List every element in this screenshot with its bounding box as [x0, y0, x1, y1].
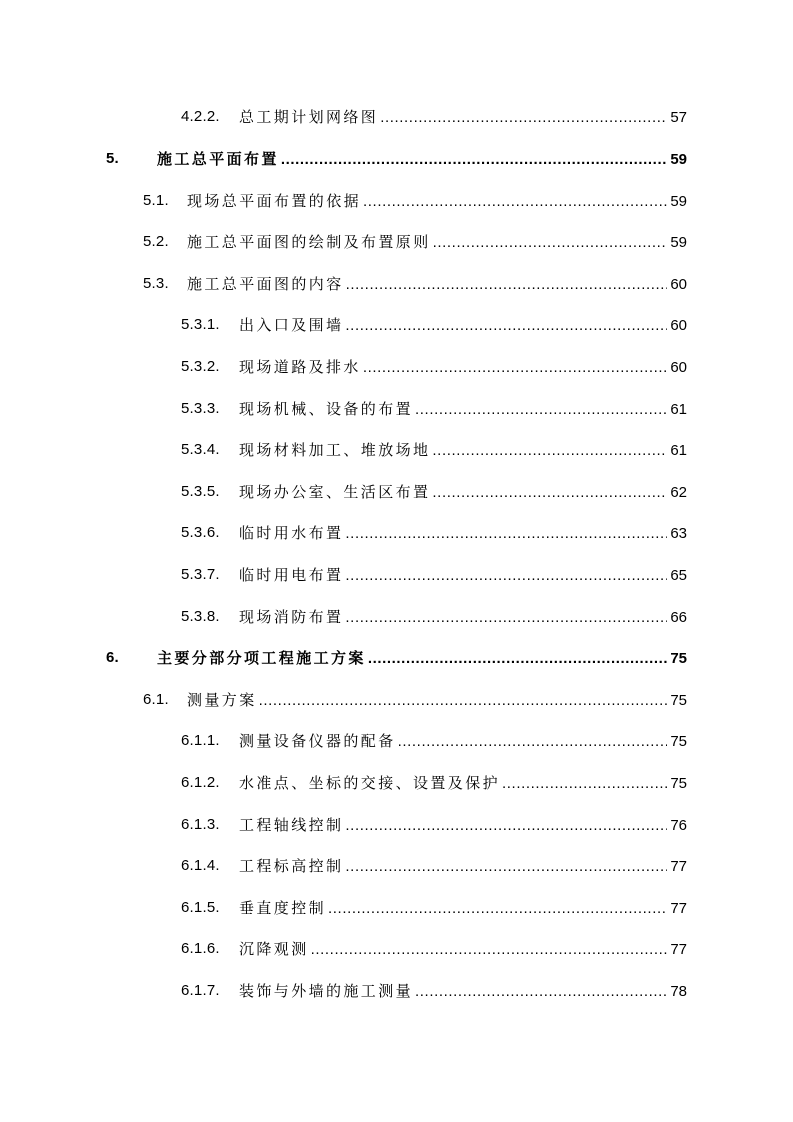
toc-page-number: 59 — [670, 151, 687, 168]
toc-number: 5.3.5. — [181, 483, 220, 500]
toc-number: 6.1.7. — [181, 982, 220, 999]
toc-title: 主要分部分项工程施工方案 — [157, 649, 366, 667]
dot-leader — [415, 980, 667, 1004]
toc-title: 现场总平面布置的依据 — [187, 192, 362, 210]
toc-page-number: 63 — [670, 525, 687, 542]
toc-entry[interactable] — [0, 189, 687, 213]
toc-page-number: 61 — [670, 401, 687, 418]
toc-title: 出入口及围墙 — [239, 316, 344, 334]
toc-entry[interactable] — [0, 272, 687, 296]
toc-title: 现场办公室、生活区布置 — [239, 483, 431, 501]
toc-title: 临时用水布置 — [239, 524, 344, 542]
toc-page-number: 75 — [670, 692, 687, 709]
toc-entry[interactable] — [0, 355, 687, 379]
toc-entry[interactable] — [0, 937, 687, 961]
toc-entry[interactable] — [0, 313, 687, 337]
toc-entry[interactable] — [0, 729, 687, 753]
toc-title: 垂直度控制 — [239, 899, 327, 917]
toc-number: 5.3.8. — [181, 608, 220, 625]
toc-number: 6.1.2. — [181, 774, 220, 791]
dot-leader — [345, 606, 667, 630]
dot-leader — [432, 481, 667, 505]
toc-page-number: 57 — [670, 109, 687, 126]
toc-page-number: 60 — [670, 276, 687, 293]
toc-entry[interactable] — [0, 813, 687, 837]
toc-number: 5.1. — [143, 192, 169, 209]
toc-page-number: 65 — [670, 567, 687, 584]
toc-entry[interactable] — [0, 480, 687, 504]
toc-entry[interactable] — [0, 105, 687, 129]
toc-number: 6.1.1. — [181, 732, 220, 749]
toc-entry[interactable] — [0, 771, 687, 795]
dot-leader — [415, 398, 667, 422]
toc-title: 工程轴线控制 — [239, 816, 344, 834]
toc-title: 测量方案 — [187, 691, 257, 709]
toc-number: 6. — [106, 649, 119, 666]
dot-leader — [502, 772, 667, 796]
toc-title: 施工总平面布置 — [157, 150, 279, 168]
dot-leader — [328, 897, 667, 921]
dot-leader — [345, 564, 667, 588]
toc-title: 总工期计划网络图 — [239, 108, 379, 126]
toc-title: 施工总平面图的绘制及布置原则 — [187, 233, 431, 251]
toc-number: 6.1.4. — [181, 857, 220, 874]
toc-number: 5.3.1. — [181, 316, 220, 333]
toc-number: 5.3.6. — [181, 524, 220, 541]
toc-page-number: 75 — [670, 733, 687, 750]
dot-leader — [281, 148, 668, 172]
toc-entry[interactable] — [0, 438, 687, 462]
toc-number: 6.1.3. — [181, 816, 220, 833]
toc-page-number: 77 — [670, 941, 687, 958]
toc-page-number: 77 — [670, 858, 687, 875]
toc-number: 5. — [106, 150, 119, 167]
toc-page-number: 60 — [670, 317, 687, 334]
dot-leader — [345, 814, 667, 838]
toc-title: 水准点、坐标的交接、设置及保护 — [239, 774, 501, 792]
toc-page-number: 59 — [670, 193, 687, 210]
toc-entry[interactable] — [0, 646, 687, 670]
toc-title: 沉降观测 — [239, 940, 309, 958]
toc-title: 现场机械、设备的布置 — [239, 400, 414, 418]
toc-entry[interactable] — [0, 979, 687, 1003]
toc-title: 临时用电布置 — [239, 566, 344, 584]
dot-leader — [345, 522, 667, 546]
toc-title: 现场消防布置 — [239, 608, 344, 626]
toc-entry[interactable] — [0, 230, 687, 254]
toc-title: 装饰与外墙的施工测量 — [239, 982, 414, 1000]
dot-leader — [398, 730, 668, 754]
toc-entry[interactable] — [0, 521, 687, 545]
toc-page-number: 59 — [670, 234, 687, 251]
toc-page-number: 75 — [670, 775, 687, 792]
dot-leader — [346, 273, 668, 297]
toc-entry[interactable] — [0, 147, 687, 171]
toc-entry[interactable] — [0, 896, 687, 920]
toc-title: 工程标高控制 — [239, 857, 344, 875]
dot-leader — [432, 439, 667, 463]
toc-title: 现场道路及排水 — [239, 358, 361, 376]
toc-number: 5.3.4. — [181, 441, 220, 458]
toc-number: 5.3.3. — [181, 400, 220, 417]
toc-number: 6.1.5. — [181, 899, 220, 916]
toc-number: 6.1. — [143, 691, 169, 708]
dot-leader — [363, 190, 667, 214]
toc-title: 施工总平面图的内容 — [187, 275, 344, 293]
toc-page-number: 61 — [670, 442, 687, 459]
toc-number: 5.3.7. — [181, 566, 220, 583]
toc-number: 6.1.6. — [181, 940, 220, 957]
toc-number: 4.2.2. — [181, 108, 220, 125]
toc-entry[interactable] — [0, 563, 687, 587]
toc-page-number: 77 — [670, 900, 687, 917]
toc-page-number: 66 — [670, 609, 687, 626]
toc-page-number: 60 — [670, 359, 687, 376]
dot-leader — [368, 647, 668, 671]
toc-page-number: 62 — [670, 484, 687, 501]
toc-number: 5.3.2. — [181, 358, 220, 375]
toc-page-number: 76 — [670, 817, 687, 834]
toc-number: 5.3. — [143, 275, 169, 292]
dot-leader — [345, 314, 667, 338]
toc-entry[interactable] — [0, 854, 687, 878]
dot-leader — [380, 106, 667, 130]
toc-entry[interactable] — [0, 397, 687, 421]
toc-title: 现场材料加工、堆放场地 — [239, 441, 431, 459]
dot-leader — [345, 855, 667, 879]
toc-entry[interactable] — [0, 688, 687, 712]
dot-leader — [311, 938, 668, 962]
toc-page-number: 78 — [670, 983, 687, 1000]
dot-leader — [363, 356, 668, 380]
toc-entry[interactable] — [0, 605, 687, 629]
dot-leader — [433, 231, 668, 255]
toc-page-number: 75 — [670, 650, 687, 667]
dot-leader — [259, 689, 668, 713]
toc-title: 测量设备仪器的配备 — [239, 732, 396, 750]
toc-number: 5.2. — [143, 233, 169, 250]
